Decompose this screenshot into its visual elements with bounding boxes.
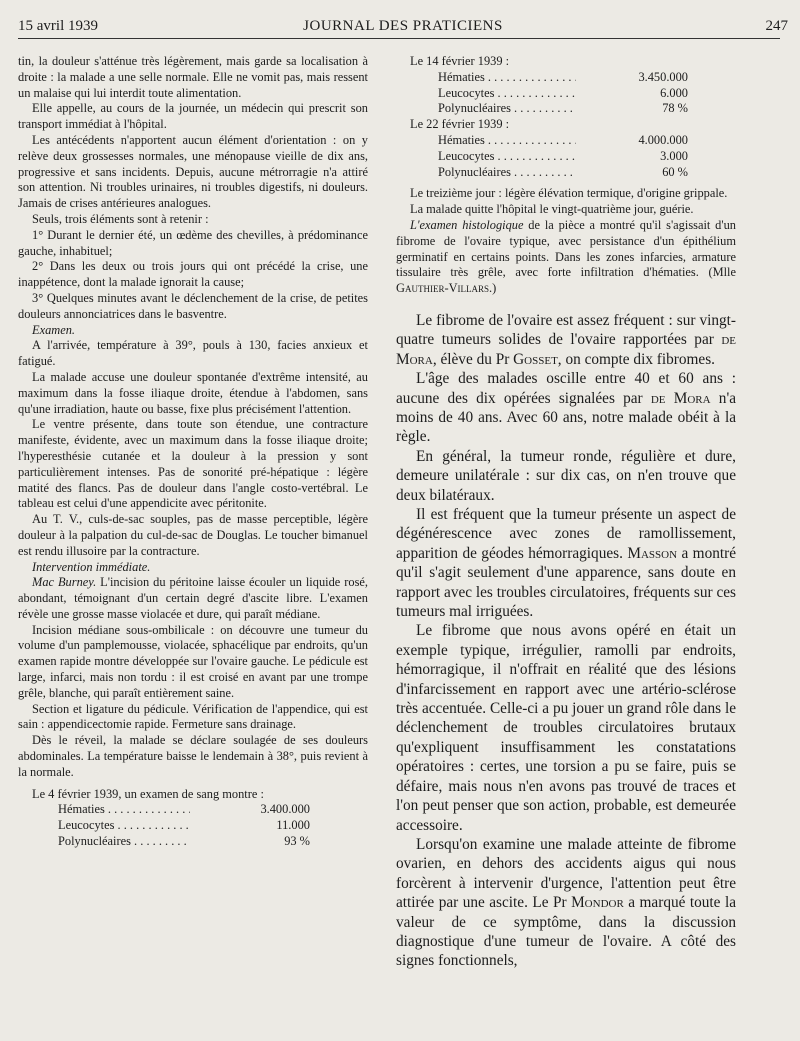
lab-label: Hématies . . .	[18, 802, 190, 818]
italic-lead: L'examen histologique	[410, 217, 524, 232]
paragraph	[396, 835, 736, 971]
paragraph: 1° Durant le dernier été, un œdème des chevilles, à prédominance gauche, inhabituel;	[18, 227, 368, 258]
paragraph-text: n'a moins de 40 ans. Avec 60 ans, notre malade obéit à la règle.	[396, 389, 736, 446]
lab-label: Leucocytes . . .	[18, 818, 190, 834]
lab-row	[396, 101, 736, 117]
paragraph-text: , élève du Pr	[432, 350, 514, 368]
italic-lead: Mac Burney.	[32, 575, 97, 590]
lab-results-table	[18, 802, 368, 849]
lab-results-table	[396, 133, 736, 180]
lab-label: Hématies . . .	[396, 133, 576, 149]
paragraph-text: )	[492, 281, 497, 296]
section-heading-examen: Examen.	[32, 322, 76, 337]
left-column	[18, 54, 368, 850]
paragraph: Section et ligature du pédicule. Vérification de l'appendice, qui est sain : appendicectomie rapide. Fermeture sans drainage.	[18, 701, 368, 732]
lab-label: Hématies . . .	[396, 70, 576, 86]
lab-row	[18, 818, 368, 834]
paragraph: 2° Dans les deux ou trois jours qui ont précédé la crise, une inappétence, dont la malade ignorait la cause;	[18, 259, 368, 290]
paragraph-text: Lorsqu'on examine une malade atteinte de fibrome ovarien, en dehors des accidents aigus qui nous forcèrent à intervenir d'urgence, l'attention peut être attirée par une ascite. Le Pr	[396, 835, 736, 912]
lab-row	[18, 802, 368, 818]
lab-row	[396, 149, 736, 165]
paragraph: 3° Quelques minutes avant le déclenchement de la crise, de petites douleurs annonciatrices dans le basventre.	[18, 290, 368, 321]
header-rule	[18, 38, 780, 39]
lab-results-table	[396, 70, 736, 117]
paragraph	[396, 369, 736, 447]
lab-row	[18, 834, 368, 850]
page-header	[18, 18, 788, 40]
date-line: Le 14 février 1939 :	[410, 54, 510, 68]
lab-label: Polynucléaires . . .	[396, 101, 576, 117]
paragraph: Au T. V., culs-de-sac souples, pas de masse perceptible, légère douleur à la palpation du cul-de-sac de Douglas. Le toucher bimanuel est rendu illusoire par la contracture.	[18, 512, 368, 558]
journal-title: JOURNAL DES PRATICIENS	[303, 18, 503, 34]
lab-label: Polynucléaires . . .	[396, 165, 576, 181]
lab-value: 6.000	[660, 85, 688, 100]
paragraph: Le ventre présente, dans toute son étendue, une contracture manifeste, évidente, avec un maximum dans la fosse iliaque droite; l'hyperesthésie cutanée et la douleur à la pression y sont particulièrement intenses. Pas de sonorité pré-hépatique : légère matité des flancs. Pas de douleur dans l'angle costo-vertébral. Le tableau est celui d'une appendicite avec péritonite.	[18, 417, 368, 511]
lab-row	[396, 86, 736, 102]
paragraph: Dès le réveil, la malade se déclare soulagée de ses douleurs abdominales. La température baisse le lendemain à 38°, puis revient à la normale.	[18, 733, 368, 779]
author-name: de Mora	[396, 331, 736, 368]
page-number: 247	[765, 18, 788, 34]
paragraph-text: Le fibrome de l'ovaire est assez fréquent : sur vingt-quatre tumeurs solides de l'ovaire rapportées par	[396, 311, 736, 349]
author-name: Masson	[627, 544, 678, 562]
lab-value: 93 %	[284, 834, 310, 849]
paragraph-text: L'incision du péritoine laisse écouler un liquide rosé, abondant, témoignant d'un certain degré d'ascite libre. L'examen révèle une grosse masse violacée et dure, qui paraît médiane.	[18, 575, 368, 621]
paragraph: Elle appelle, au cours de la journée, un médecin qui prescrit son transport immédiat à l'hôpital.	[18, 101, 368, 132]
lab-label: Leucocytes . . .	[396, 86, 576, 102]
author-name: de Mora	[650, 389, 711, 407]
lab-value: 3.400.000	[260, 802, 310, 817]
paragraph: Les antécédents n'apportent aucun élément d'orientation : on y relève deux grossesses normales, une ménopause vieille de dix ans, progressive et sans incidents. Depuis, aucune métrorragie n'a attiré son attention. Ni troubles urinaires, ni troubles digestifs, ni douleurs. Jamais de crises antérieures analogues.	[18, 132, 368, 211]
paragraph-text: a montré qu'il s'agit seulement d'une apparence, sans doute en rapport avec les troubles circulatoires, fréquents sur ces tumeurs mal irriguées.	[396, 544, 736, 621]
paragraph: Incision médiane sous-ombilicale : on découvre une tumeur du volume d'un pamplemousse, violacée, sphacélique par endroits, qu'un examen rapide montre développée sur l'ovaire gauche. Le pédicule est large, infarci, mais non tordu : il est croisé en avant par une trompe grêle, blanche, qui paraît entièrement saine.	[18, 622, 368, 700]
lab-value: 4.000.000	[638, 132, 688, 147]
author-name: Mondor	[571, 894, 624, 912]
date-line: Le 22 février 1939 :	[410, 117, 510, 132]
paragraph-text: a marqué toute la valeur de ce symptôme, dans la discussion diagnostique d'une tumeur de l'ovaire. A côté des signes fonctionnels,	[396, 894, 736, 970]
lab-label: Polynucléaires . . .	[18, 834, 190, 850]
paragraph: En général, la tumeur ronde, régulière et dure, demeure unilatérale : sur dix cas, on n'en trouve que deux bilatéraux.	[396, 447, 736, 504]
paragraph: Le treizième jour : légère élévation termique, d'origine grippale.	[410, 186, 728, 201]
paragraph	[396, 505, 736, 621]
header-date: 15 avril 1939	[18, 18, 98, 34]
lab-value: 11.000	[276, 818, 310, 833]
lab-value: 3.450.000	[638, 69, 688, 84]
lab-row	[396, 133, 736, 149]
paragraph: Le 4 février 1939, un examen de sang montre :	[32, 786, 264, 801]
paragraph	[396, 218, 736, 297]
paragraph-text: Il est fréquent que la tumeur présente un aspect de dégénérescence avec zones de ramollissement, apparition de géodes hémorragiques.	[396, 506, 736, 562]
lab-value: 60 %	[662, 164, 688, 179]
paragraph: tin, la douleur s'atténue très légèrement, mais garde sa localisation à droite : la malade a une selle normale. Elle ne vomit pas, mais ressent un malaise qui lui interdit toute alimentation.	[18, 54, 368, 100]
paragraph	[396, 311, 736, 369]
paragraph-text: L'âge des malades oscille entre 40 et 60 ans : aucune des dix opérées signalées par	[396, 370, 736, 407]
lab-value: 3.000	[660, 148, 688, 163]
paragraph: La malade quitte l'hôpital le vingt-quatrième jour, guérie.	[410, 202, 694, 217]
right-column	[396, 54, 736, 971]
lab-row	[396, 70, 736, 86]
paragraph-text: de la pièce a montré qu'il s'agissait d'un fibrome de l'ovaire typique, avec persistance d'un épithélium germinatif en certains points. Dans les zones infarcies, armature tissulaire très grêle, avec forte infiltration d'hématies. (Mlle	[396, 217, 736, 280]
lab-row	[396, 165, 736, 181]
paragraph: Le fibrome que nous avons opéré en était un exemple typique, irrégulier, ramolli par endroits, hémorragique, il n'offrait en réalité que des lésions d'infarcissement en rapport avec une artério-sclérose très accentuée. Celle-ci a pu jouer un grand rôle dans le déclenchement de troubles circulatoires brutaux qu'expliquent insuffisamment les constatations opératoires : certes, une torsion a pu se faire, puis se défaire, mais nous n'en avons pas trouvé de traces et l'on peut penser que son action, probable, est demeurée accessoire.	[396, 622, 736, 834]
paragraph: Seuls, trois éléments sont à retenir :	[32, 211, 209, 226]
author-name: Gosset	[513, 350, 558, 368]
section-heading-intervention: Intervention immédiate.	[32, 559, 151, 574]
paragraph-text: , on compte dix fibromes.	[557, 350, 715, 368]
paragraph: La malade accuse une douleur spontanée d'extrême intensité, au maximum dans la fosse iliaque droite, étendue à l'abdomen, sans qu'une irradiation, haute ou basse, fixe plus précisément l'attention.	[18, 369, 368, 416]
lab-label: Leucocytes . . .	[396, 149, 576, 165]
author-name: Gauthier-Villars.	[396, 281, 493, 296]
paragraph: A l'arrivée, température à 39°, pouls à 130, facies anxieux et fatigué.	[18, 338, 368, 369]
lab-value: 78 %	[662, 101, 688, 116]
paragraph	[18, 575, 368, 622]
